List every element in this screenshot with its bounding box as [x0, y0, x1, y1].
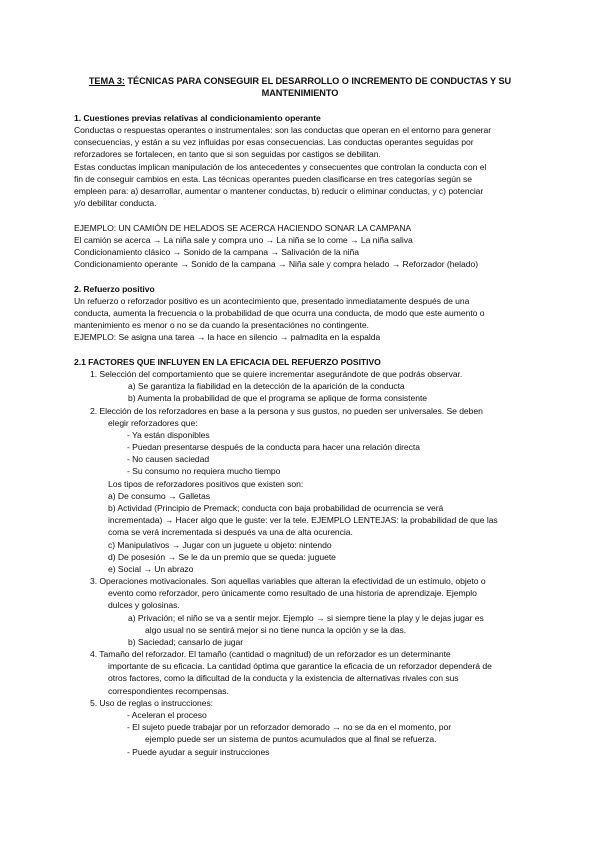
list-item: b) Actividad (Principio de Premack; conducta con baja probabilidad de ocurrencia se verá	[108, 503, 444, 513]
example-line: Condicionamiento clásico → Sonido de la campana → Salivación de la niña	[74, 247, 359, 257]
section-1-heading: 1. Cuestiones previas relativas al condicionamiento operante	[74, 113, 321, 123]
list-item: Los tipos de reforzadores positivos que existen son:	[108, 479, 304, 489]
paragraph-line: mantenimiento es menor o no se da cuando la presentaciónes no contingente.	[74, 320, 369, 330]
section-2-heading: 2. Refuerzo positivo	[74, 284, 155, 294]
paragraph-line: Conductas o respuestas operantes o instrumentales: son las conductas que operan en el entorno para generar	[74, 125, 492, 135]
page-title-line-1	[0, 76, 600, 87]
list-item: b) Saciedad; cansarlo de jugar	[128, 637, 244, 647]
example-line: El camión se acerca → La niña sale y compra uno → La niña se lo come → La niña saliva	[74, 235, 413, 245]
paragraph-line: conducta, aumenta la frecuencia o la probabilidad de que ocurra una conducta, de modo que este aumento o	[74, 308, 485, 318]
list-item: 4. Tamaño del reforzador. El tamaño (cantidad o magnitud) de un reforzador es un determinante	[90, 649, 451, 659]
example-line: Condicionamiento operante → Sonido de la campana → Niña sale y compra helado → Reforzador (helado)	[74, 259, 479, 269]
paragraph-line: Un refuerzo o reforzador positivo es un acontecimiento que, presentado inmediatamente después de una	[74, 296, 470, 306]
list-item: - Aceleran el proceso	[127, 710, 207, 720]
list-item: dulces y golosinas.	[108, 600, 180, 610]
list-item: 2. Elección de los reforzadores en base a la persona y sus gustos, no pueden ser universales. Se deben	[90, 406, 483, 416]
list-item: 1. Selección del comportamiento que se quiere incrementar asegurándote de que podrás observar.	[90, 369, 463, 379]
list-item: elegir reforzadores que:	[108, 418, 198, 428]
paragraph-line: fin de conseguir cambios en esta. Las técnicas operantes pueden clasificarse en tres categorías según se	[74, 174, 472, 184]
example-heading: EJEMPLO: UN CAMIÓN DE HELADOS SE ACERCA HACIENDO SONAR LA CAMPANA	[74, 223, 412, 233]
list-item: a) De consumo → Galletas	[108, 491, 210, 501]
list-item: - No causen saciedad	[127, 454, 210, 464]
paragraph-line: y/o debilitar conducta.	[74, 198, 157, 208]
list-item: correspondientes recompensas.	[108, 686, 229, 696]
list-item: c) Manipulativos → Jugar con un juguete u objeto: nintendo	[108, 540, 332, 550]
list-item: evento como reforzador, pero únicamente como resultado de una historia de aprendizaje. Ejemplo	[108, 588, 477, 598]
list-item: ejemplo puede ser un sistema de puntos acumulados que al final se refuerza.	[145, 734, 437, 744]
list-item: a) Se garantiza la fiabilidad en la detección de la aparición de la conducta	[128, 381, 405, 391]
list-item: a) Privación; el niño se va a sentir mejor. Ejemplo → si siempre tiene la play y le dejas jugar es	[128, 613, 484, 623]
title-number: TEMA 3:	[88, 76, 125, 86]
list-item: - Su consumo no requiera mucho tiempo	[127, 466, 281, 476]
page-title-line-2: MANTENIMIENTO	[261, 88, 339, 98]
paragraph-line: reforzadores se fortalecen, en tanto que si son seguidas por castigos se debilitan.	[74, 149, 381, 159]
list-item: 3. Operaciones motivacionales. Son aquellas variables que alteran la efectividad de un estímulo, objeto o	[90, 576, 486, 586]
list-item: algo usual no se sentirá mejor si no tiene nunca la opción y se la das.	[145, 625, 407, 635]
list-item: 5. Uso de reglas o instrucciones:	[90, 698, 214, 708]
list-item: d) De posesión → Se le da un premio que se queda: juguete	[108, 552, 336, 562]
paragraph-line: Estas conductas implican manipulación de los antecedentes y consecuentes que controlan la conducta con el	[74, 162, 487, 172]
list-item: b) Aumenta la probabilidad de que el programa se aplique de forma consistente	[128, 393, 428, 403]
section-2-1-heading: 2.1 FACTORES QUE INFLUYEN EN LA EFICACIA DEL REFUERZO POSITIVO	[74, 357, 381, 367]
list-item: incrementada) → Hacer algo que le guste: ver la tele. EJEMPLO LENTEJAS: la probabilidad de que las	[108, 515, 498, 525]
list-item: coma se verá incrementada si después va una de alta ocurencia.	[108, 527, 353, 537]
list-item: - Ya están disponibles	[127, 430, 210, 440]
paragraph-line: empleen para: a) desarrollar, aumentar o mantener conductas, b) reducir o eliminar conductas, y c) potenciar	[74, 186, 484, 196]
list-item: importante de su eficacia. La cantidad óptima que garantice la eficacia de un reforzador dependerá de	[108, 661, 492, 671]
list-item: - Puedan presentarse después de la conducta para hacer una relación directa	[127, 442, 420, 452]
list-item: - El sujeto puede trabajar por un reforzador demorado → no se da en el momento, por	[127, 722, 452, 732]
list-item: - Puede ayudar a seguir instrucciones	[127, 747, 270, 757]
paragraph-line: consecuencias, y están a su vez influidas por esas consecuencias. Las conductas operantes seguidas por	[74, 137, 474, 147]
list-item: e) Social → Un abrazo	[108, 564, 194, 574]
list-item: otros factores, como la dificultad de la conducta y la existencia de alternativas rivales con sus	[108, 673, 459, 683]
title-text: TÉCNICAS PARA CONSEGUIR EL DESARROLLO O INCREMENTO DE CONDUCTAS Y SU	[124, 76, 512, 86]
paragraph-line: EJEMPLO: Se asigna una tarea → la hace en silencio → palmadita en la espalda	[74, 332, 381, 342]
